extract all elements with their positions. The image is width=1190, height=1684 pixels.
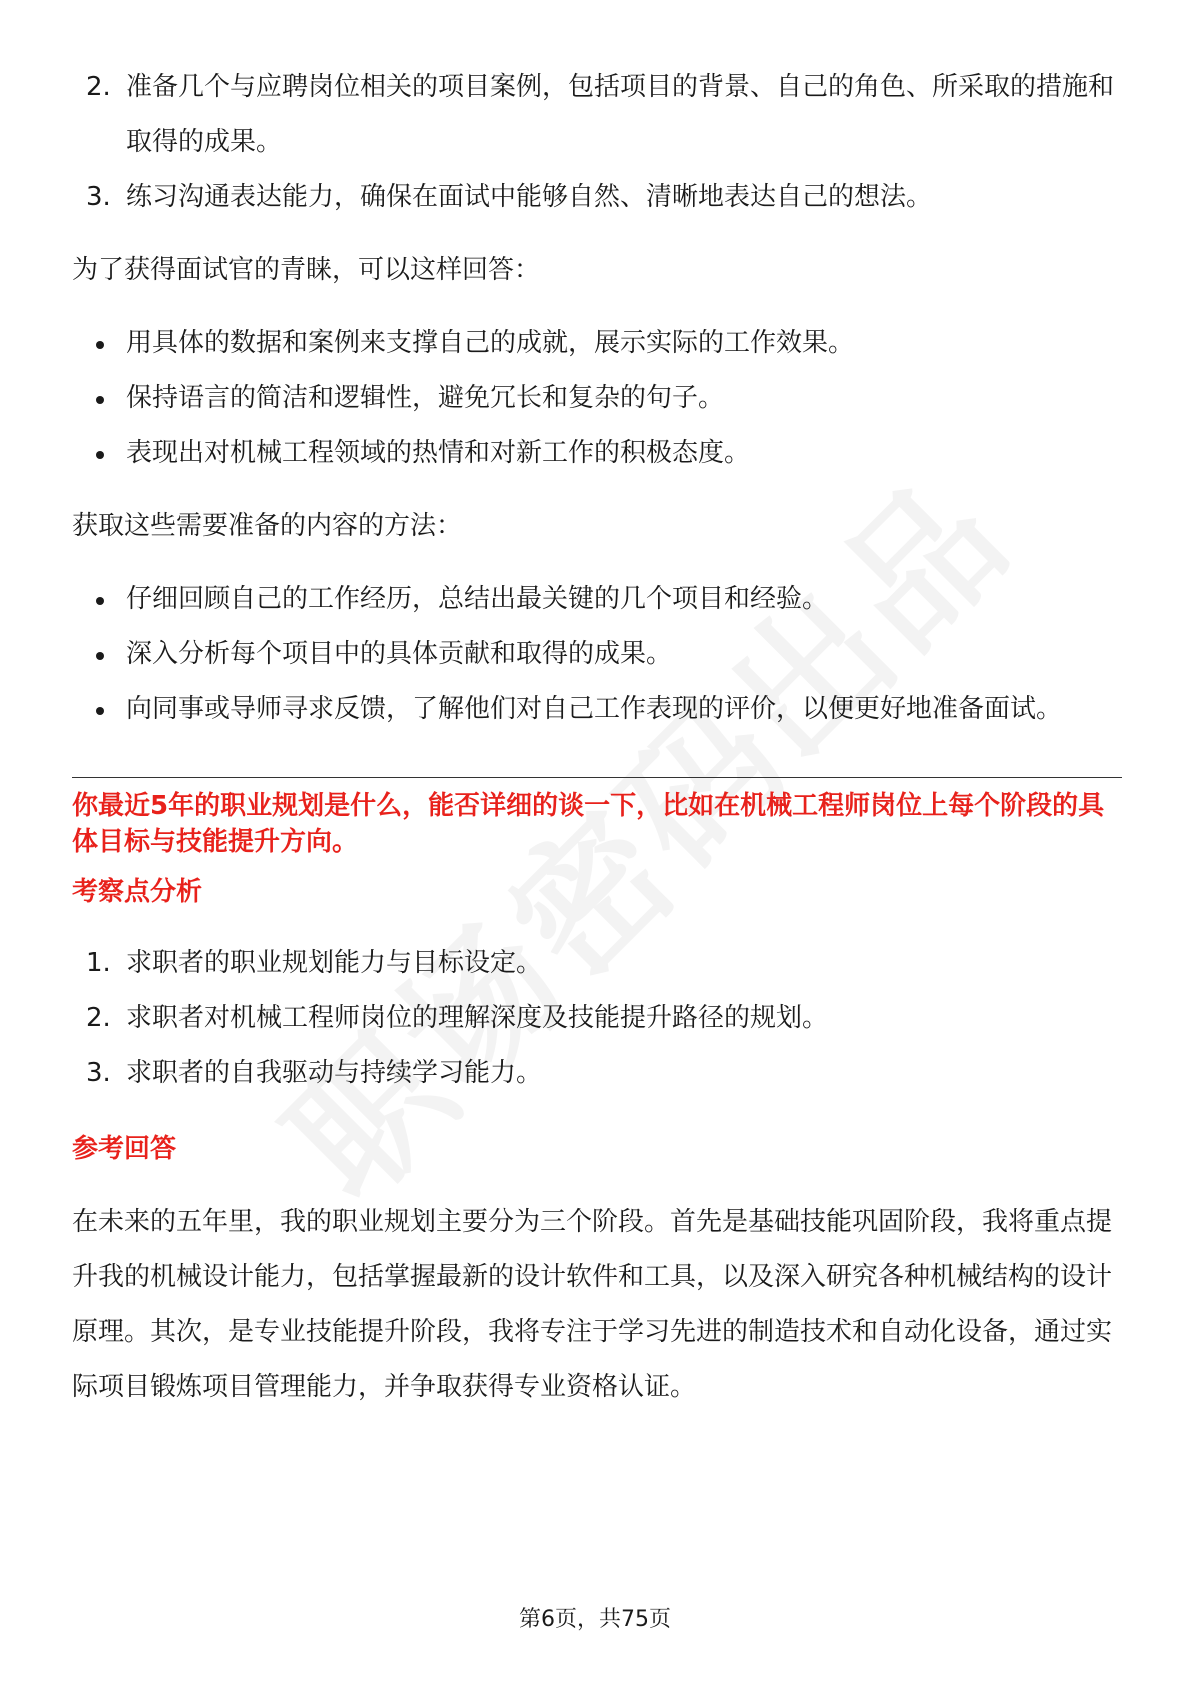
- answer-heading: 参考回答: [72, 1134, 177, 1164]
- list-number: 2.: [86, 1003, 111, 1033]
- bullet-icon: [96, 396, 104, 404]
- list-item: [72, 316, 1122, 371]
- list-number: 3.: [86, 182, 111, 212]
- bullet-icon: [96, 597, 104, 605]
- list-item-text: 保持语言的简洁和逻辑性，避免冗长和复杂的句子。: [126, 383, 725, 413]
- list-item-text: 表现出对机械工程领域的热情和对新工作的积极态度。: [126, 438, 751, 468]
- list-item-text: 向同事或导师寻求反馈，了解他们对自己工作表现的评价，以便更好地准备面试。: [126, 694, 1063, 724]
- methods-intro-paragraph: 获取这些需要准备的内容的方法：: [72, 511, 463, 541]
- page-content: [72, 60, 1122, 1415]
- list-item: [72, 936, 1122, 991]
- list-number: 1.: [86, 948, 111, 978]
- list-item: [72, 170, 1122, 225]
- list-number: 2.: [86, 72, 111, 102]
- list-item-text: 准备几个与应聘岗位相关的项目案例，包括项目的背景、自己的角色、所采取的措施和取得的成果。: [126, 72, 1115, 157]
- answer-paragraph: 在未来的五年里，我的职业规划主要分为三个阶段。首先是基础技能巩固阶段，我将重点提升我的机械设计能力，包括掌握最新的设计软件和工具，以及深入研究各种机械结构的设计原理。其次，是专业技能提升阶段，我将专注于学习先进的制造技术和自动化设备，通过实际项目锻炼项目管理能力，并争取获得专业资格认证。: [72, 1207, 1113, 1402]
- list-item: [72, 682, 1122, 737]
- bullet-icon: [96, 341, 104, 349]
- list-item: [72, 991, 1122, 1046]
- list-item-text: 用具体的数据和案例来支撑自己的成就，展示实际的工作效果。: [126, 328, 855, 358]
- list-item-text: 求职者对机械工程师岗位的理解深度及技能提升路径的规划。: [126, 1003, 829, 1033]
- list-item: [72, 572, 1122, 627]
- list-item-text: 求职者的职业规划能力与目标设定。: [126, 948, 543, 978]
- analysis-list: [72, 936, 1122, 1101]
- list-item-text: 求职者的自我驱动与持续学习能力。: [126, 1058, 543, 1088]
- list-item: [72, 1046, 1122, 1101]
- list-item-text: 练习沟通表达能力，确保在面试中能够自然、清晰地表达自己的想法。: [126, 182, 933, 212]
- bullet-icon: [96, 451, 104, 459]
- prep-steps-list: [72, 60, 1122, 225]
- list-item: [72, 371, 1122, 426]
- list-item-text: 深入分析每个项目中的具体贡献和取得的成果。: [126, 639, 673, 669]
- impress-intro-paragraph: 为了获得面试官的青睐，可以这样回答：: [72, 255, 541, 285]
- list-item-text: 仔细回顾自己的工作经历，总结出最关键的几个项目和经验。: [126, 584, 829, 614]
- list-item: [72, 60, 1122, 170]
- analysis-heading: 考察点分析: [72, 877, 203, 907]
- bullet-icon: [96, 707, 104, 715]
- methods-list: [72, 572, 1122, 737]
- interview-question: 你最近5年的职业规划是什么，能否详细的谈一下，比如在机械工程师岗位上每个阶段的具体目标与技能提升方向。: [72, 791, 1105, 857]
- list-item: [72, 426, 1122, 481]
- impress-tips-list: [72, 316, 1122, 481]
- list-item: [72, 627, 1122, 682]
- page-footer: 第6页，共75页: [519, 1607, 671, 1632]
- list-number: 3.: [86, 1058, 111, 1088]
- bullet-icon: [96, 652, 104, 660]
